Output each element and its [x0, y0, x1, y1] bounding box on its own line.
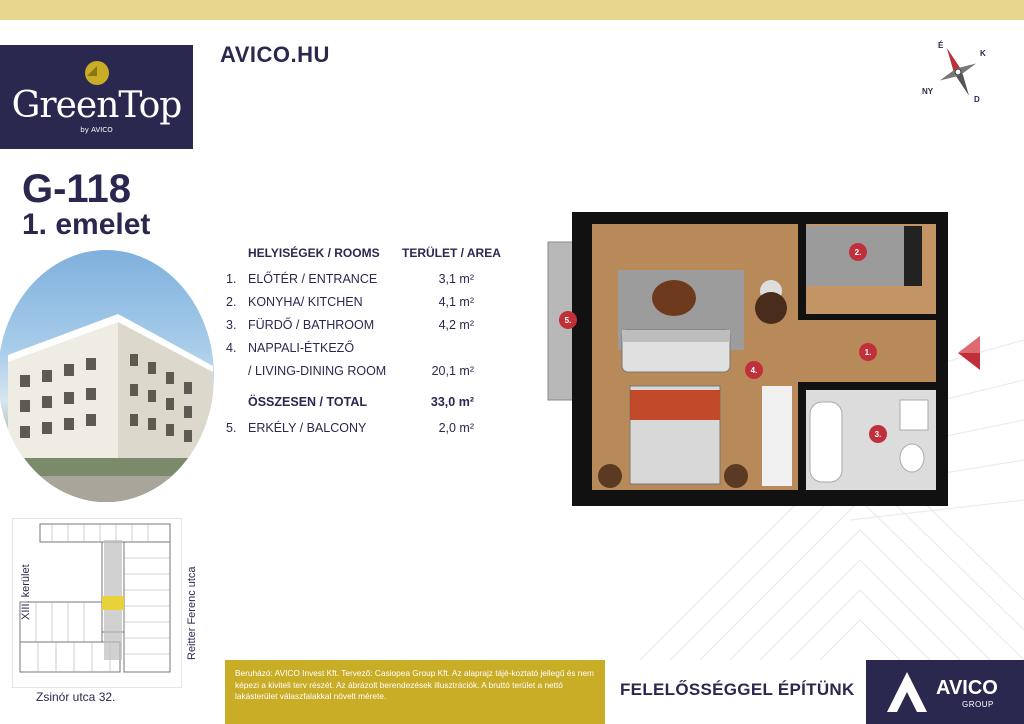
greentop-logo — [0, 45, 193, 149]
floor-plan — [540, 210, 980, 510]
row-room: ELŐTÉR / ENTRANCE — [248, 272, 378, 286]
avico-logo-icon — [886, 670, 928, 714]
slogan: FELELŐSSÉGGEL ÉPÍTÜNK — [620, 680, 855, 699]
row-number: 1. — [226, 272, 237, 286]
compass-west: NY — [922, 87, 934, 96]
row-area: 4,2 m² — [438, 318, 474, 332]
row-room: NAPPALI-ÉTKEZŐ — [248, 341, 355, 355]
plan-marker-entrance: 1. — [864, 348, 872, 357]
compass-east: K — [980, 49, 986, 58]
row-number: 3. — [226, 318, 237, 332]
disclaimer-text: Beruházó: AVICO Invest Kft. Tervező: Casiopea Group Kft. Az alaprajz tájé-koztató jellegű és nem képezi a kiviteli terv részét. Az ábrázolt berendezések illusztrációk. A bruttó terület a nettó lakásterület válaszfalakkal növelt mérete. — [225, 660, 605, 724]
row-number: 2. — [226, 295, 237, 309]
row-area: 4,1 m² — [438, 295, 474, 309]
table-row — [222, 295, 512, 318]
area-header-label: TERÜLET / AREA — [402, 246, 501, 260]
row-room: KONYHA/ KITCHEN — [248, 295, 363, 309]
top-accent-bar — [0, 0, 1024, 20]
row-area: 20,1 m² — [431, 364, 474, 378]
brand-subtitle: GROUP — [962, 700, 994, 709]
row-area: 2,0 m² — [438, 421, 474, 435]
compass-south: D — [974, 95, 980, 104]
logo-subtitle: by AVICO — [80, 126, 113, 134]
row-room: / LIVING-DINING ROOM — [248, 364, 387, 378]
table-row — [222, 272, 512, 295]
table-row-balcony — [222, 421, 512, 444]
district-label: XIII. kerület — [20, 564, 32, 620]
unit-floor: 1. emelet — [22, 208, 151, 241]
rooms-header-label: HELYISÉGEK / ROOMS — [248, 246, 380, 260]
table-row — [222, 341, 512, 364]
plan-marker-balcony: 5. — [564, 316, 572, 325]
row-room: FÜRDŐ / BATHROOM — [248, 318, 375, 332]
table-row-total — [222, 387, 512, 421]
row-room: ERKÉLY / BALCONY — [248, 421, 367, 435]
plan-marker-bathroom: 3. — [874, 430, 882, 439]
building-illustration — [0, 250, 214, 502]
row-number: 5. — [226, 421, 237, 435]
address-label: Zsinór utca 32. — [36, 690, 116, 704]
brand-name: AVICO — [936, 677, 998, 699]
total-label: ÖSSZESEN / TOTAL — [248, 395, 367, 409]
site-url-link[interactable]: AVICO.HU — [220, 42, 330, 67]
avico-group-logo — [866, 660, 1024, 724]
rooms-table — [222, 246, 512, 444]
row-area: 3,1 m² — [438, 272, 474, 286]
compass-icon — [920, 38, 990, 104]
site-map — [12, 518, 182, 688]
compass-north: É — [938, 41, 944, 50]
unit-code: G-118 — [22, 167, 131, 211]
plan-marker-living: 4. — [750, 366, 758, 375]
logo-sun-icon — [84, 60, 110, 86]
row-number: 4. — [226, 341, 237, 355]
logo-title: GreenTop — [11, 85, 182, 126]
entrance-arrow-icon — [958, 336, 980, 370]
street-label-right: Reitter Ferenc utca — [186, 566, 198, 660]
total-area: 33,0 m² — [430, 395, 474, 409]
building-photo — [0, 250, 214, 502]
plan-marker-kitchen: 2. — [854, 248, 862, 257]
table-row — [222, 364, 512, 387]
table-row — [222, 318, 512, 341]
